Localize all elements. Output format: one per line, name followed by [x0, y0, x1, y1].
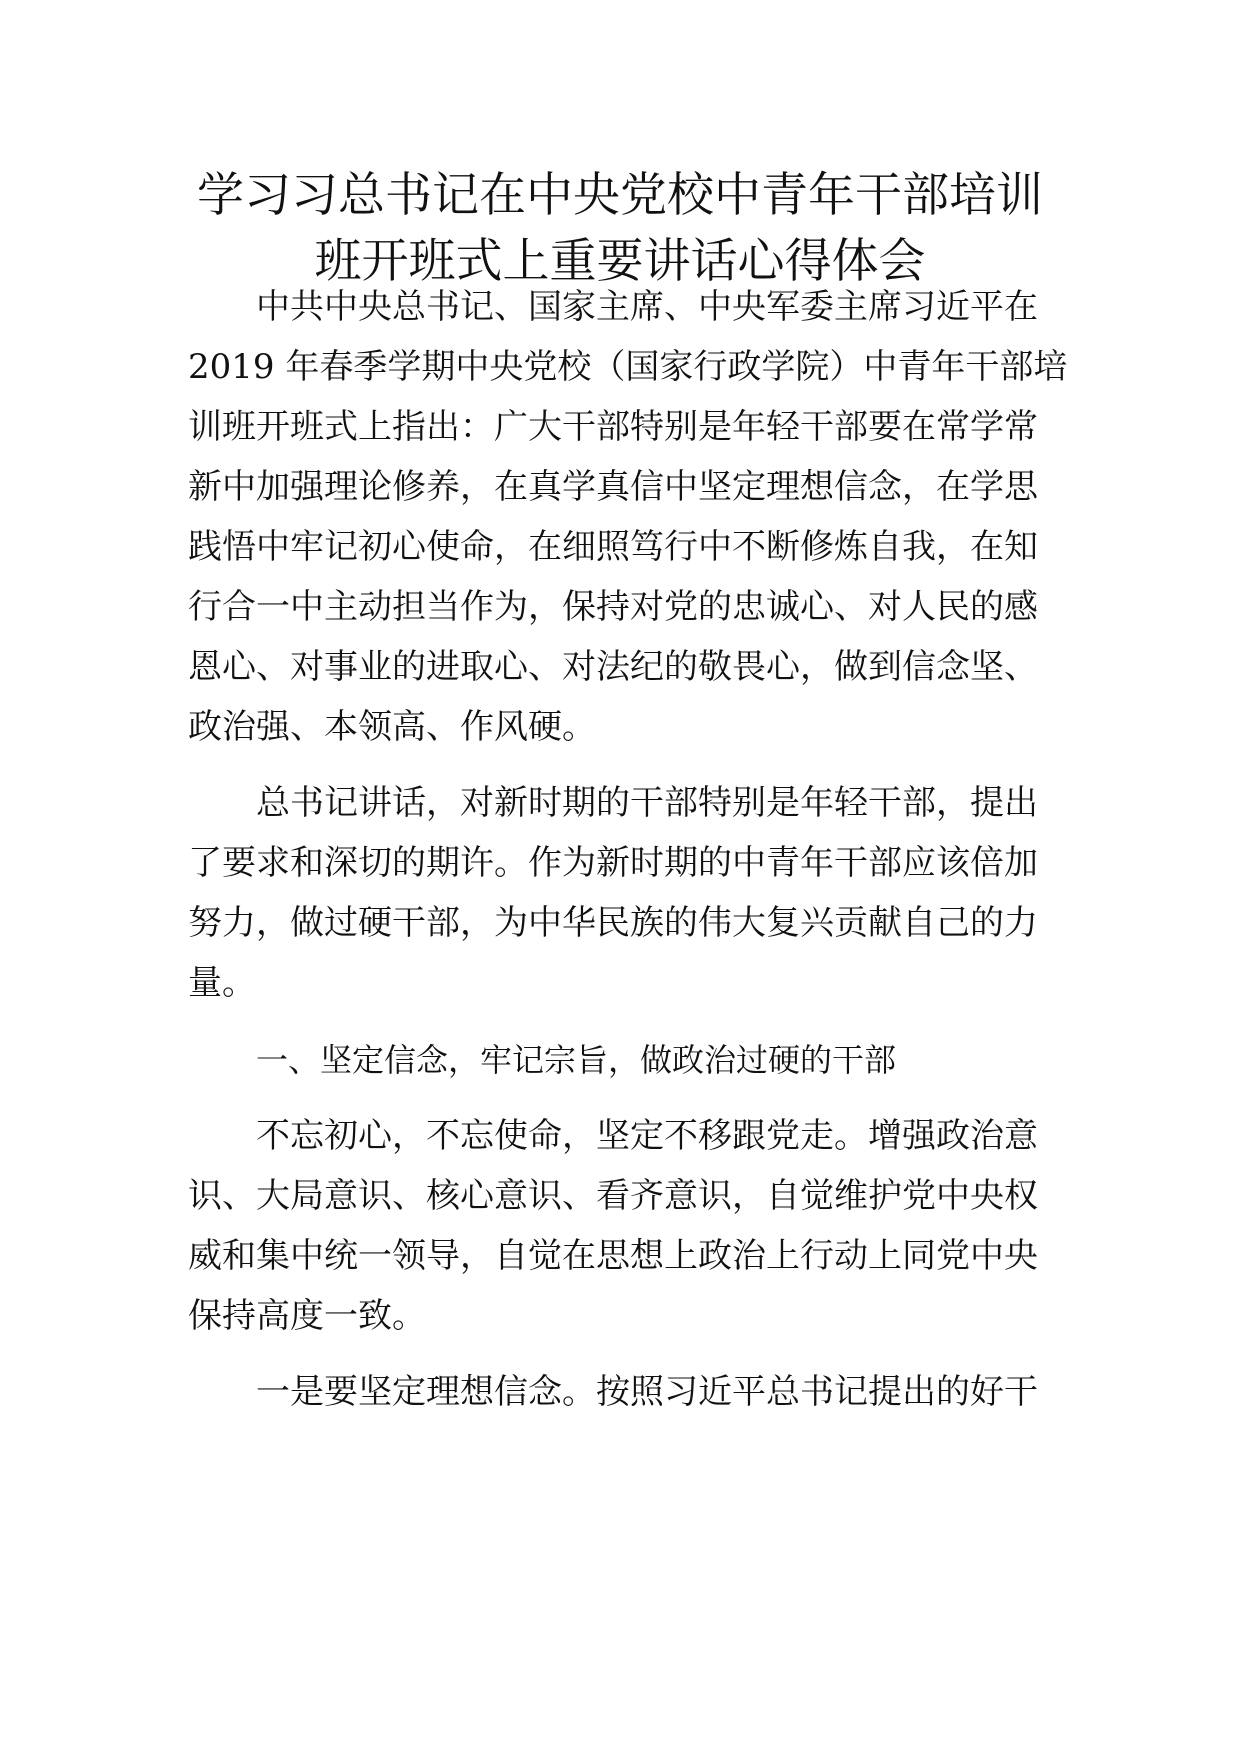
- paragraph-line: 政治强、本领高、作风硬。: [188, 707, 596, 747]
- year-text: 2019: [188, 347, 275, 387]
- paragraph-line: 量。: [188, 963, 256, 1003]
- paragraph-line: 行合一中主动担当作为，保持对党的忠诚心、对人民的感: [188, 587, 1038, 627]
- paragraph-line: 恩心、对事业的进取心、对法纪的敬畏心，做到信念坚、: [188, 647, 1038, 687]
- paragraph-line: 威和集中统一领导，自觉在思想上政治上行动上同党中央: [188, 1236, 1038, 1276]
- paragraph-line: 训班开班式上指出：广大干部特别是年轻干部要在常学常: [188, 407, 1038, 447]
- paragraph-line: 总书记讲话，对新时期的干部特别是年轻干部，提出: [256, 783, 1038, 823]
- paragraph-line: 中共中央总书记、国家主席、中央军委主席习近平在: [256, 287, 1038, 327]
- title-line-2: 班开班式上重要讲话心得体会: [314, 234, 926, 289]
- paragraph-line: 新中加强理论修养，在真学真信中坚定理想信念，在学思: [188, 467, 1038, 507]
- paragraph-line: [188, 347, 1068, 387]
- paragraph-line: 保持高度一致。: [188, 1296, 426, 1336]
- paragraph-line: 识、大局意识、核心意识、看齐意识，自觉维护党中央权: [188, 1176, 1038, 1216]
- paragraph-line: 一是要坚定理想信念。按照习近平总书记提出的好干: [256, 1372, 1038, 1412]
- paragraph-line: 不忘初心，不忘使命，坚定不移跟党走。增强政治意: [256, 1116, 1038, 1156]
- paragraph-line: 努力，做过硬干部，为中华民族的伟大复兴贡献自己的力: [188, 903, 1038, 943]
- document-title: [150, 163, 1090, 295]
- paragraph-line-text: 年春季学期中央党校（国家行政学院）中青年干部培: [285, 347, 1068, 387]
- paragraph-line: 了要求和深切的期许。作为新时期的中青年干部应该倍加: [188, 843, 1038, 883]
- title-line-1: 学习习总书记在中央党校中青年干部培训: [197, 168, 1043, 223]
- paragraph-line: 践悟中牢记初心使命，在细照笃行中不断修炼自我，在知: [188, 527, 1038, 567]
- section-heading-1: 一、坚定信念，牢记宗旨，做政治过硬的干部: [256, 1041, 897, 1079]
